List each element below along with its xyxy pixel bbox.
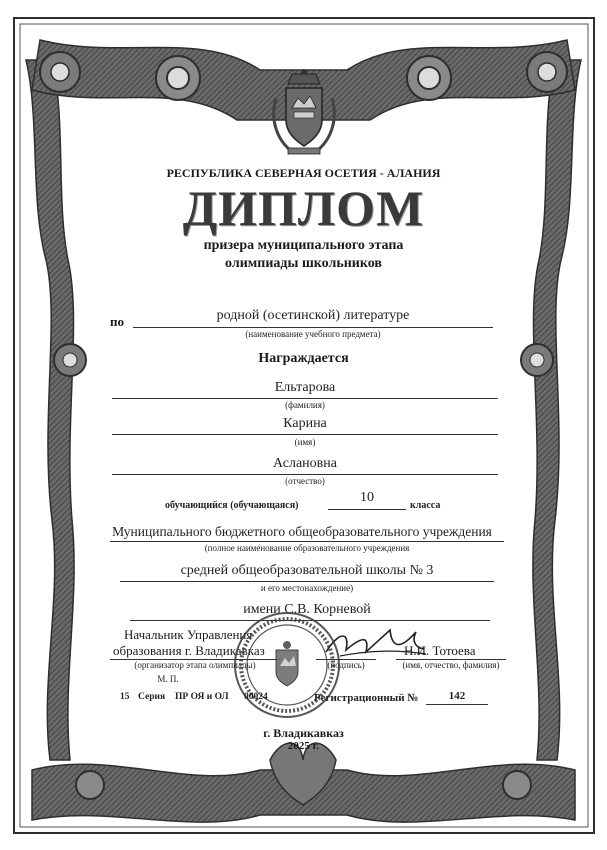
school-caption-1: (полное наименование образовательного учреждения: [204, 543, 410, 553]
republic-title: РЕСПУБЛИКА СЕВЕРНАЯ ОСЕТИЯ - АЛАНИЯ: [166, 166, 441, 180]
awarded-label: Награждается: [258, 351, 349, 366]
surname-line: [112, 398, 498, 399]
grade-line: [328, 509, 406, 510]
school-line-3: имени С.В. Корневой: [243, 602, 371, 617]
city: г. Владикавказ: [263, 726, 344, 740]
grade-label: обучающийся (обучающаяся): [165, 500, 299, 511]
signature-caption: (подпись): [327, 660, 365, 670]
coat-of-arms-icon: [266, 68, 342, 156]
subtitle-line-1: призера муниципального этапа: [203, 238, 404, 253]
school-line-1-rule: [110, 541, 504, 542]
surname-caption: (фамилия): [285, 400, 325, 410]
year: 2025 г.: [287, 740, 320, 752]
subtitle-line-2: олимпиады школьников: [225, 256, 382, 271]
signatory-name-caption: (имя, отчество, фамилия): [402, 660, 500, 670]
signatory-position-2: образования г. Владикавказ: [113, 643, 265, 658]
registration-label: Регистрационный №: [314, 692, 419, 704]
subject-value: родной (осетинской) литературе: [216, 308, 410, 323]
name-line: [112, 434, 498, 435]
grade-suffix: класса: [410, 500, 441, 511]
serial-series-label: Серия: [138, 692, 166, 702]
subject-line: [133, 327, 493, 328]
serial-number: 00024: [244, 692, 268, 702]
name-caption: (имя): [294, 437, 316, 447]
registration-number: 142: [448, 690, 466, 702]
diploma-title: ДИПЛОМ: [182, 180, 425, 236]
serial-index: 15: [120, 692, 130, 702]
school-line-1: Муниципального бюджетного общеобразовательного учреждения: [112, 524, 492, 539]
name-value: Карина: [283, 416, 327, 431]
serial-series: ПР ОЯ и ОЛ: [175, 692, 229, 702]
grade-value: 10: [360, 490, 374, 505]
patronymic-line: [112, 474, 498, 475]
school-line-2: средней общеобразовательной школы № 3: [180, 563, 434, 578]
subject-caption: (наименование учебного предмета): [245, 329, 381, 339]
signatory-org-caption: (организатор этапа олимпиады): [134, 660, 256, 670]
subject-prefix: по: [110, 314, 124, 329]
signatory-position-1: Начальник Управления: [124, 627, 253, 642]
stamp-place-label: М. П.: [157, 674, 179, 684]
patronymic-caption: (отчество): [285, 476, 325, 486]
registration-line: [426, 704, 488, 705]
school-caption-2: и его местонахождение): [260, 583, 354, 593]
patronymic-value: Аслановна: [273, 456, 337, 471]
school-line-2-rule: [120, 581, 494, 582]
signatory-name: Н.И. Тотоева: [404, 643, 476, 658]
surname-value: Ельтарова: [274, 380, 336, 395]
